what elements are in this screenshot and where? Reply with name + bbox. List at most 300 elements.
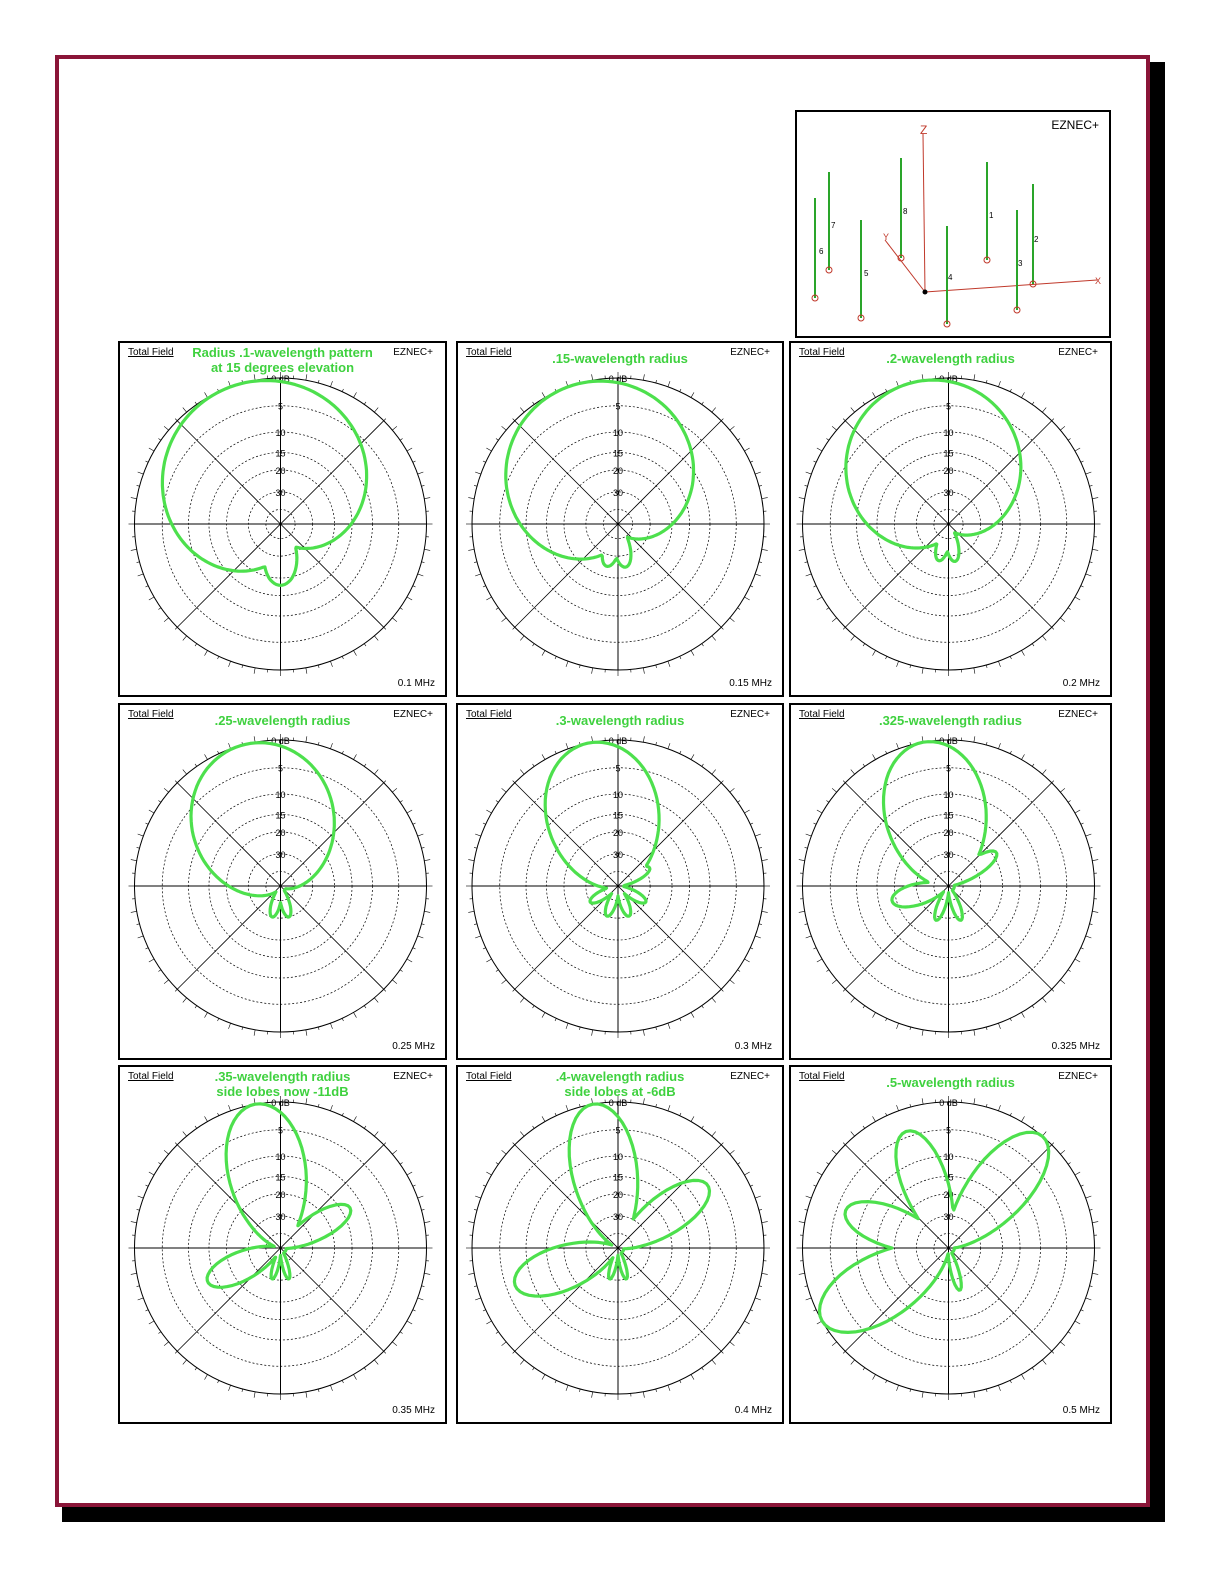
angle-tick	[805, 485, 808, 486]
angle-tick	[164, 426, 169, 430]
radiation-pattern	[191, 743, 334, 917]
angle-tick	[730, 788, 735, 792]
angle-tick	[762, 860, 768, 861]
angle-tick	[1042, 636, 1046, 641]
angle-tick	[218, 751, 219, 754]
origin-marker	[923, 290, 928, 295]
angle-tick	[656, 742, 657, 745]
angle-tick	[832, 1150, 837, 1154]
angle-tick	[520, 1132, 524, 1137]
angle-tick	[306, 374, 307, 380]
angle-tick	[851, 408, 855, 413]
db-label: 5	[615, 1125, 621, 1136]
angle-tick	[643, 374, 644, 380]
angle-tick	[643, 668, 644, 674]
angle-tick	[520, 998, 524, 1003]
angle-tick	[158, 608, 160, 610]
db-label: 10	[275, 790, 286, 801]
angle-tick	[145, 1185, 148, 1186]
frequency-label: 0.2 MHz	[1062, 678, 1100, 689]
angle-tick	[799, 911, 805, 912]
angle-tick	[407, 1321, 412, 1324]
angle-tick	[1081, 586, 1084, 587]
plot-caption-line: side lobes now -11dB	[216, 1084, 349, 1099]
geometry-drawing	[797, 112, 1109, 336]
angle-tick	[354, 754, 357, 759]
angle-tick	[424, 911, 430, 912]
angle-tick	[164, 1150, 169, 1154]
db-label: 10	[943, 790, 954, 801]
angle-tick	[330, 661, 332, 667]
angle-tick	[863, 1006, 865, 1008]
angle-tick	[392, 788, 397, 792]
angle-tick	[496, 608, 498, 610]
x-axis-label: X	[1095, 276, 1102, 286]
db-label: 0 dB	[939, 1098, 958, 1108]
angle-tick	[364, 1368, 366, 1370]
angle-tick	[1022, 754, 1025, 759]
angle-tick	[413, 823, 416, 824]
angle-tick	[384, 781, 386, 783]
angle-tick	[656, 380, 657, 383]
angle-tick	[813, 1185, 816, 1186]
angle-tick	[138, 1196, 144, 1198]
angle-tick	[468, 860, 474, 861]
angle-tick	[138, 1298, 144, 1300]
angle-tick	[974, 736, 975, 742]
angle-tick	[138, 574, 144, 576]
angle-tick	[384, 419, 386, 421]
angle-tick	[149, 1321, 154, 1324]
angle-tick	[1052, 1143, 1054, 1145]
db-label: 20	[612, 465, 624, 476]
angle-tick	[392, 1342, 397, 1346]
angle-tick	[342, 751, 343, 754]
angle-tick	[175, 419, 177, 421]
angle-tick	[183, 408, 187, 413]
angle-tick	[131, 1222, 137, 1223]
angle-tick	[721, 627, 723, 629]
angle-tick	[496, 439, 498, 441]
angle-tick	[843, 1143, 845, 1145]
angle-tick	[318, 1027, 319, 1030]
angle-tick	[1060, 426, 1065, 430]
angle-tick	[1075, 1321, 1080, 1324]
angle-tick	[218, 1380, 219, 1383]
plot-caption	[160, 345, 405, 375]
angle-tick	[806, 1196, 812, 1198]
angle-tick	[668, 1385, 670, 1391]
db-label: 15	[943, 448, 954, 459]
angle-tick	[762, 1273, 768, 1274]
angle-tick	[998, 381, 1000, 387]
angle-tick	[195, 402, 197, 404]
angle-tick	[579, 1104, 580, 1107]
angle-tick	[897, 1105, 899, 1111]
angle-tick	[318, 1104, 319, 1107]
angle-tick	[145, 461, 148, 462]
angle-tick	[158, 1332, 160, 1334]
angle-tick	[242, 1027, 243, 1030]
angle-tick	[1092, 1222, 1098, 1223]
angle-tick	[496, 1163, 498, 1165]
angle-tick	[374, 408, 378, 413]
angle-tick	[759, 1286, 762, 1287]
angle-tick	[712, 408, 716, 413]
angle-tick	[354, 1374, 357, 1379]
angle-tick	[730, 426, 735, 430]
angle-tick	[897, 743, 899, 749]
db-label: 20	[943, 465, 954, 476]
angle-tick	[413, 461, 416, 462]
angle-tick	[702, 1006, 704, 1008]
total-field-label: Total Field	[466, 347, 512, 358]
plot-caption-line: .25-wavelength radius	[214, 713, 351, 728]
angle-tick	[164, 980, 169, 984]
db-label: 15	[275, 810, 286, 821]
angle-tick	[1052, 989, 1054, 991]
angle-tick	[986, 380, 987, 383]
angle-tick	[817, 597, 822, 600]
angle-tick	[566, 1023, 568, 1029]
angle-tick	[843, 419, 845, 421]
polar-plot-panel	[789, 341, 1112, 697]
angle-tick	[691, 1012, 694, 1017]
angle-tick	[229, 1385, 231, 1391]
angle-tick	[998, 1105, 1000, 1111]
angle-tick	[1086, 834, 1092, 836]
angle-tick	[680, 1018, 681, 1021]
angle-tick	[817, 448, 822, 451]
db-label: 15	[612, 448, 624, 459]
angle-tick	[542, 1374, 545, 1379]
angle-tick	[1052, 627, 1054, 629]
angle-tick	[542, 392, 545, 397]
angle-tick	[832, 980, 837, 984]
angle-tick	[422, 1209, 425, 1210]
angle-tick	[149, 448, 154, 451]
angle-tick	[1042, 998, 1046, 1003]
polar-plot-panel	[456, 341, 784, 697]
angle-tick	[364, 402, 366, 404]
db-label: 20	[612, 827, 624, 838]
angle-tick	[418, 574, 424, 576]
angle-tick	[738, 439, 740, 441]
angle-tick	[1075, 597, 1080, 600]
angle-tick	[138, 936, 144, 938]
angle-tick	[486, 597, 491, 600]
plot-caption	[831, 1075, 1070, 1090]
db-label: 10	[275, 428, 286, 439]
angle-tick	[486, 1321, 491, 1324]
angle-tick	[555, 1380, 556, 1383]
plot-caption-line: at 15 degrees elevation	[210, 360, 355, 375]
db-label: 20	[943, 1189, 954, 1200]
angle-tick	[364, 1006, 366, 1008]
angle-tick	[364, 644, 366, 646]
angle-tick	[1022, 1012, 1025, 1017]
angle-tick	[974, 1030, 975, 1036]
angle-tick	[851, 1132, 855, 1137]
angle-tick	[218, 1113, 219, 1116]
angle-tick	[592, 374, 593, 380]
angle-tick	[826, 608, 828, 610]
angle-tick	[1068, 970, 1070, 972]
angle-tick	[131, 549, 137, 550]
plot-caption	[498, 1069, 742, 1099]
angle-tick	[1092, 498, 1098, 499]
polar-plot-panel	[118, 341, 447, 697]
angle-tick	[643, 736, 644, 742]
db-label: 5	[615, 763, 621, 774]
angle-tick	[422, 847, 425, 848]
angle-tick	[691, 650, 694, 655]
angle-tick	[910, 742, 911, 745]
db-label: 30	[612, 1211, 624, 1222]
angle-tick	[744, 959, 749, 962]
angle-tick	[542, 1116, 545, 1121]
angle-tick	[1081, 1310, 1084, 1311]
radiation-pattern	[514, 1104, 709, 1296]
angle-tick	[1068, 1332, 1070, 1334]
angle-tick	[579, 1389, 580, 1392]
angle-tick	[1092, 911, 1098, 912]
angle-tick	[354, 1116, 357, 1121]
angle-tick	[407, 1172, 412, 1175]
angle-tick	[520, 770, 524, 775]
angle-tick	[137, 847, 140, 848]
angle-tick	[400, 801, 402, 803]
angle-tick	[407, 810, 412, 813]
angle-tick	[474, 562, 477, 563]
angle-tick	[475, 834, 481, 836]
angle-tick	[384, 989, 386, 991]
angle-tick	[566, 1385, 568, 1391]
angle-tick	[702, 1368, 704, 1370]
angle-tick	[407, 597, 412, 600]
angle-tick	[342, 389, 343, 392]
angle-tick	[131, 860, 137, 861]
polar-plot	[791, 1067, 1110, 1422]
angle-tick	[1068, 608, 1070, 610]
radiation-pattern	[846, 380, 1021, 561]
angle-tick	[759, 1209, 762, 1210]
angle-tick	[922, 1098, 923, 1104]
angle-tick	[424, 498, 430, 499]
angle-tick	[851, 998, 855, 1003]
angle-tick	[318, 742, 319, 745]
angle-tick	[762, 549, 768, 550]
plot-caption-line: .5-wavelength radius	[886, 1075, 1015, 1090]
angle-tick	[762, 1222, 768, 1223]
plot-caption	[831, 713, 1070, 728]
angle-tick	[229, 661, 231, 667]
angle-tick	[1086, 574, 1092, 576]
angle-tick	[1081, 461, 1084, 462]
db-label: 20	[943, 827, 954, 838]
angle-tick	[392, 426, 397, 430]
angle-tick	[205, 754, 208, 759]
angle-tick	[897, 1023, 899, 1029]
angle-tick	[721, 781, 723, 783]
angle-tick	[843, 781, 845, 783]
angle-tick	[1090, 485, 1093, 486]
angle-tick	[195, 1368, 197, 1370]
angle-tick	[817, 810, 822, 813]
angle-tick	[832, 426, 837, 430]
angle-tick	[486, 1172, 491, 1175]
frequency-label: 0.15 MHz	[729, 678, 772, 689]
angle-tick	[910, 1389, 911, 1392]
angle-tick	[813, 586, 816, 587]
angle-tick	[418, 1298, 424, 1300]
plot-caption-line: .2-wavelength radius	[886, 351, 1015, 366]
angle-tick	[922, 1392, 923, 1398]
element-label: 3	[1018, 259, 1023, 268]
angle-tick	[656, 665, 657, 668]
angle-tick	[1090, 1209, 1093, 1210]
angle-tick	[400, 608, 402, 610]
angle-tick	[744, 1321, 749, 1324]
angle-tick	[680, 389, 681, 392]
radiation-pattern	[545, 742, 659, 916]
angle-tick	[592, 1030, 593, 1036]
angle-tick	[555, 656, 556, 659]
element-label: 2	[1034, 235, 1039, 244]
angle-tick	[218, 656, 219, 659]
angle-tick	[542, 650, 545, 655]
angle-tick	[533, 1126, 535, 1128]
angle-tick	[254, 668, 255, 674]
angle-tick	[424, 1222, 430, 1223]
polar-plot-panel	[118, 1065, 447, 1424]
angle-tick	[592, 668, 593, 674]
angle-tick	[691, 1116, 694, 1121]
eznec-brand-label: EZNEC+	[730, 347, 770, 358]
angle-tick	[542, 1012, 545, 1017]
angle-tick	[384, 627, 386, 629]
polar-plot-panel	[456, 1065, 784, 1424]
total-field-label: Total Field	[799, 347, 845, 358]
angle-tick	[384, 1351, 386, 1353]
angle-tick	[496, 970, 498, 972]
angle-tick	[750, 1310, 753, 1311]
angle-tick	[986, 1027, 987, 1030]
angle-tick	[817, 1172, 822, 1175]
angle-tick	[175, 781, 177, 783]
angle-tick	[229, 1105, 231, 1111]
angle-tick	[330, 381, 332, 387]
db-label: 15	[612, 1172, 624, 1183]
angle-tick	[1042, 1360, 1046, 1365]
angle-tick	[1090, 1286, 1093, 1287]
angle-tick	[806, 472, 812, 474]
angle-tick	[364, 764, 366, 766]
angle-tick	[843, 627, 845, 629]
angle-tick	[738, 801, 740, 803]
angle-tick	[1032, 764, 1034, 766]
db-label: 15	[943, 1172, 954, 1183]
angle-tick	[579, 665, 580, 668]
angle-tick	[738, 1163, 740, 1165]
angle-tick	[1032, 1006, 1034, 1008]
angle-tick	[183, 1360, 187, 1365]
angle-tick	[496, 1332, 498, 1334]
angle-tick	[137, 1286, 140, 1287]
angle-tick	[342, 1380, 343, 1383]
angle-tick	[474, 847, 477, 848]
geometry-brand-label: EZNEC+	[1051, 118, 1099, 132]
angle-tick	[1022, 650, 1025, 655]
angle-tick	[566, 661, 568, 667]
db-label: 5	[615, 401, 621, 412]
angle-tick	[424, 1273, 430, 1274]
angle-tick	[242, 1104, 243, 1107]
db-label: 0 dB	[939, 736, 958, 746]
angle-tick	[513, 1143, 515, 1145]
angle-tick	[158, 439, 160, 441]
angle-tick	[1075, 1172, 1080, 1175]
angle-tick	[483, 461, 486, 462]
angle-tick	[759, 562, 762, 563]
angle-tick	[922, 668, 923, 674]
angle-tick	[1022, 392, 1025, 397]
angle-tick	[1068, 439, 1070, 441]
angle-tick	[183, 636, 187, 641]
angle-tick	[805, 1209, 808, 1210]
polar-plot	[120, 1067, 445, 1422]
angle-tick	[998, 1023, 1000, 1029]
angle-tick	[424, 549, 430, 550]
angle-tick	[520, 636, 524, 641]
angle-tick	[680, 1380, 681, 1383]
angle-tick	[422, 924, 425, 925]
angle-tick	[806, 1298, 812, 1300]
angle-tick	[555, 1113, 556, 1116]
angle-tick	[998, 1385, 1000, 1391]
angle-tick	[195, 644, 197, 646]
angle-tick	[354, 1012, 357, 1017]
angle-tick	[468, 549, 474, 550]
db-label: 10	[612, 1152, 624, 1163]
angle-tick	[533, 644, 535, 646]
angle-tick	[374, 1132, 378, 1137]
db-label: 30	[943, 849, 954, 860]
db-label: 30	[612, 849, 624, 860]
angle-tick	[474, 924, 477, 925]
angle-tick	[1060, 1342, 1065, 1346]
db-label: 15	[275, 1172, 286, 1183]
angle-tick	[986, 742, 987, 745]
angle-tick	[392, 618, 397, 622]
angle-tick	[813, 461, 816, 462]
angle-tick	[413, 1310, 416, 1311]
angle-tick	[832, 618, 837, 622]
angle-tick	[418, 834, 424, 836]
angle-tick	[1032, 1126, 1034, 1128]
angle-tick	[424, 860, 430, 861]
angle-tick	[374, 636, 378, 641]
angle-tick	[502, 426, 507, 430]
db-label: 10	[612, 428, 624, 439]
eznec-brand-label: EZNEC+	[730, 709, 770, 720]
angle-tick	[702, 1126, 704, 1128]
angle-tick	[656, 1389, 657, 1392]
angle-tick	[1092, 549, 1098, 550]
angle-tick	[502, 788, 507, 792]
antenna-geometry-view	[795, 110, 1111, 338]
angle-tick	[817, 959, 822, 962]
